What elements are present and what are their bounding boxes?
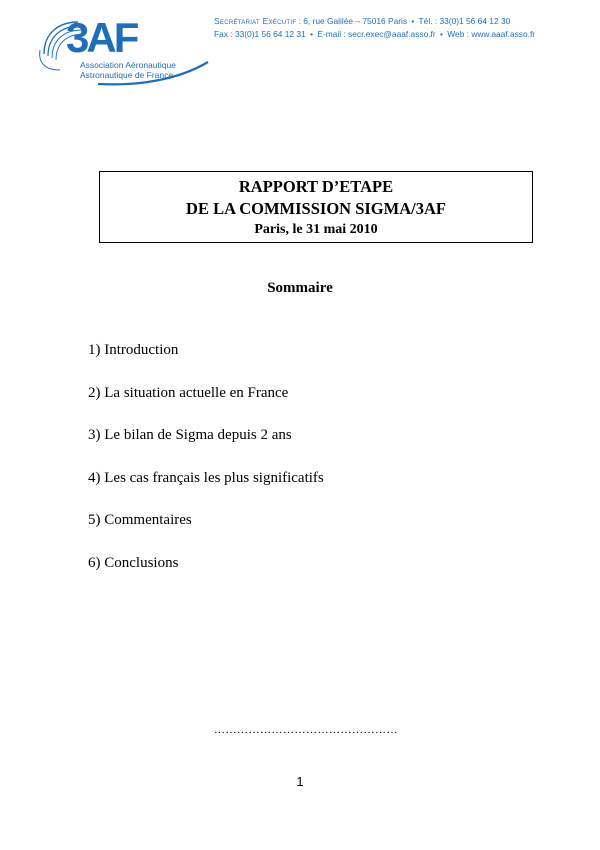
toc-item: 3) Le bilan de Sigma depuis 2 ans: [88, 427, 292, 444]
page-number: 1: [296, 774, 304, 789]
3af-logo: [38, 14, 213, 88]
logo-letters: 3AF: [66, 14, 137, 61]
bullet-separator: •: [411, 16, 415, 26]
email-text: E-mail : secr.exec@aaaf.asso.fr: [317, 29, 436, 39]
report-date: Paris, le 31 mai 2010: [254, 222, 378, 237]
logo-org-line2: Astronautique de France: [80, 70, 174, 80]
toc-item: 1) Introduction: [88, 342, 179, 358]
toc-item: 4) Les cas français les plus significatifs: [88, 469, 324, 486]
summary-heading: Sommaire: [267, 280, 333, 296]
toc-item: 5) Commentaires: [88, 512, 192, 529]
toc-item: 2) La situation actuelle en France: [88, 384, 289, 401]
bullet-separator: •: [310, 29, 313, 39]
dotted-separator: …………………………………………: [214, 724, 398, 736]
fax-text: Fax : 33(0)1 56 64 12 31: [214, 29, 306, 39]
logo-org-line1: Association Aéronautique: [80, 60, 176, 70]
contact-line-2: [214, 29, 535, 40]
secretariat-label: Secrétariat Exécutif: [214, 16, 297, 26]
title-box: [99, 171, 533, 243]
bullet-separator: •: [440, 29, 443, 39]
telephone-text: Tél. : 33(0)1 56 64 12 30: [418, 16, 511, 26]
report-subtitle: DE LA COMMISSION SIGMA/3AF: [186, 199, 446, 218]
address-text: : 6, rue Galilée – 75016 Paris: [296, 16, 408, 26]
table-of-contents: [88, 340, 324, 596]
contact-line-1: [214, 16, 510, 27]
web-text: Web : www.aaaf.asso.fr: [447, 29, 536, 39]
toc-item: 6) Conclusions: [88, 554, 179, 571]
report-title: RAPPORT D’ETAPE: [238, 177, 394, 196]
